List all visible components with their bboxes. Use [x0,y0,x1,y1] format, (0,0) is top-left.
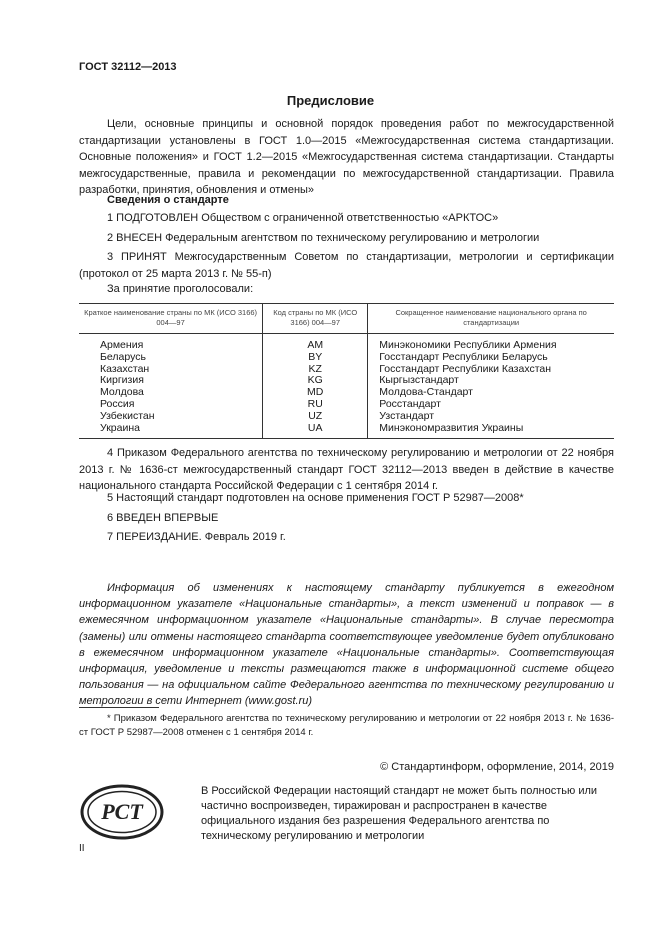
country-code: BY [308,350,323,363]
item-2: 2 ВНЕСЕН Федеральным агентством по техническому регулированию и метрологии [107,232,540,244]
standards-body: Росстандарт [379,397,441,410]
info-notice [79,580,614,710]
footnote-text: * Приказом Федерального агентства по техническому регулированию и метрологии от 22 ноября 2013 г. № 1636-ст ГОСТ Р 52987—2008 отменен с 1 сентября 2014 г. [79,713,614,738]
footnote [79,712,614,740]
rst-certification-mark-icon [79,783,165,841]
country-code: UA [307,421,323,434]
item-6: 6 ВВЕДЕН ВПЕРВЫЕ [107,512,219,524]
logo-mark-text: РСТ [101,799,143,824]
info-notice-text: Информация об изменениях к настоящему стандарту публикуется в ежегодном информационном указателе «Национальные стандарты», а текст изменений и поправок — в ежемесячном информационном указателе «Национальные стандарты». В случае пересмотра (замены) или отмены настоящего стандарта соответствующее уведомление будет опубликовано в ежемесячном информационном указателе «Национальные стандарты». Соответствующая информация, уведомление и тексты размещаются также в информационной системе общего пользования — на официальном сайте Федерального агентства по техническому регулированию и метрологии в сети Интернет (www.gost.ru) [79,582,614,708]
item-1: 1 ПОДГОТОВЛЕН Обществом с ограниченной ответственностью «АРКТОС» [107,212,499,224]
copyright: © Стандартинформ, оформление, 2014, 2019 [380,761,614,773]
country-code: KG [307,374,323,387]
country-name: Киргизия [100,374,144,387]
standards-body: Госстандарт Республики Казахстан [379,362,552,375]
standards-body: Госстандарт Республики Беларусь [379,350,548,363]
header-country: Краткое наименование страны по МК (ИСО 3166) 004—97 [79,304,263,334]
country-code: AM [307,339,324,351]
header-code: Код страны по МК (ИСО 3166) 004—97 [263,304,368,334]
vote-intro: За принятие проголосовали: [107,283,254,295]
standards-body: Кыргызстандарт [379,374,459,387]
country-name: Молдова [100,386,144,399]
table-header-row [79,304,614,334]
country-name: Армения [100,339,144,351]
body-list [368,334,614,439]
intro-text: Цели, основные принципы и основной порядок проведения работ по межгосударственной стандартизации установлены в ГОСТ 1.0—2015 «Межгосударственная система стандартизации. Основные положения» и ГОСТ 1.2—2015 «Межгосударственная система стандартизации. Стандарты межгосударственные, правила и рекомендации по межгосударственной стандартизации. Правила разработки, принятия, обновления и отмены» [79,118,614,196]
country-code: MD [307,386,324,399]
standards-body: Минэкономики Республики Армения [379,339,557,351]
country-code: KZ [308,362,322,375]
country-list [79,334,263,439]
standards-body: Минэкономразвития Украины [379,421,524,434]
item-7: 7 ПЕРЕИЗДАНИЕ. Февраль 2019 г. [107,531,286,543]
country-name: Россия [100,397,135,410]
intro-paragraph [79,116,614,199]
page-title: Предисловие [286,93,375,108]
rights-notice: В Российской Федерации настоящий стандарт не может быть полностью или частично воспроизведен, тиражирован и распространен в качестве официального издания без разрешения Федерального агентства по техническому регулированию и метрологии [201,785,598,842]
standard-code-header: ГОСТ 32112—2013 [79,61,177,73]
countries-table [79,303,614,439]
country-name: Украина [100,421,140,434]
footnote-divider [79,707,159,708]
header-body: Сокращенное наименование национального органа по стандартизации [368,304,614,334]
item-5: 5 Настоящий стандарт подготовлен на основе применения ГОСТ Р 52987—2008* [107,492,524,504]
standards-body: Молдова-Стандарт [379,386,473,399]
item-4: 4 Приказом Федерального агентства по техническому регулированию и метрологии от 22 ноября 2013 г. № 1636-ст межгосударственный стандарт ГОСТ 32112—2013 введен в действие в качестве национального стандарта Российской Федерации с 1 сентября 2014 г. [79,447,614,492]
table-row [79,334,614,439]
country-name: Беларусь [100,350,146,363]
page-number: II [79,843,85,854]
country-code: UZ [308,409,323,422]
country-name: Узбекистан [100,409,155,422]
subheading: Сведения о стандарте [107,194,229,206]
country-name: Казахстан [100,362,150,375]
standards-body: Узстандарт [379,409,435,422]
country-code: RU [307,397,323,410]
code-list [263,334,368,439]
item-3: 3 ПРИНЯТ Межгосударственным Советом по стандартизации, метрологии и сертификации (протокол от 25 марта 2013 г. № 55-п) [79,251,614,280]
